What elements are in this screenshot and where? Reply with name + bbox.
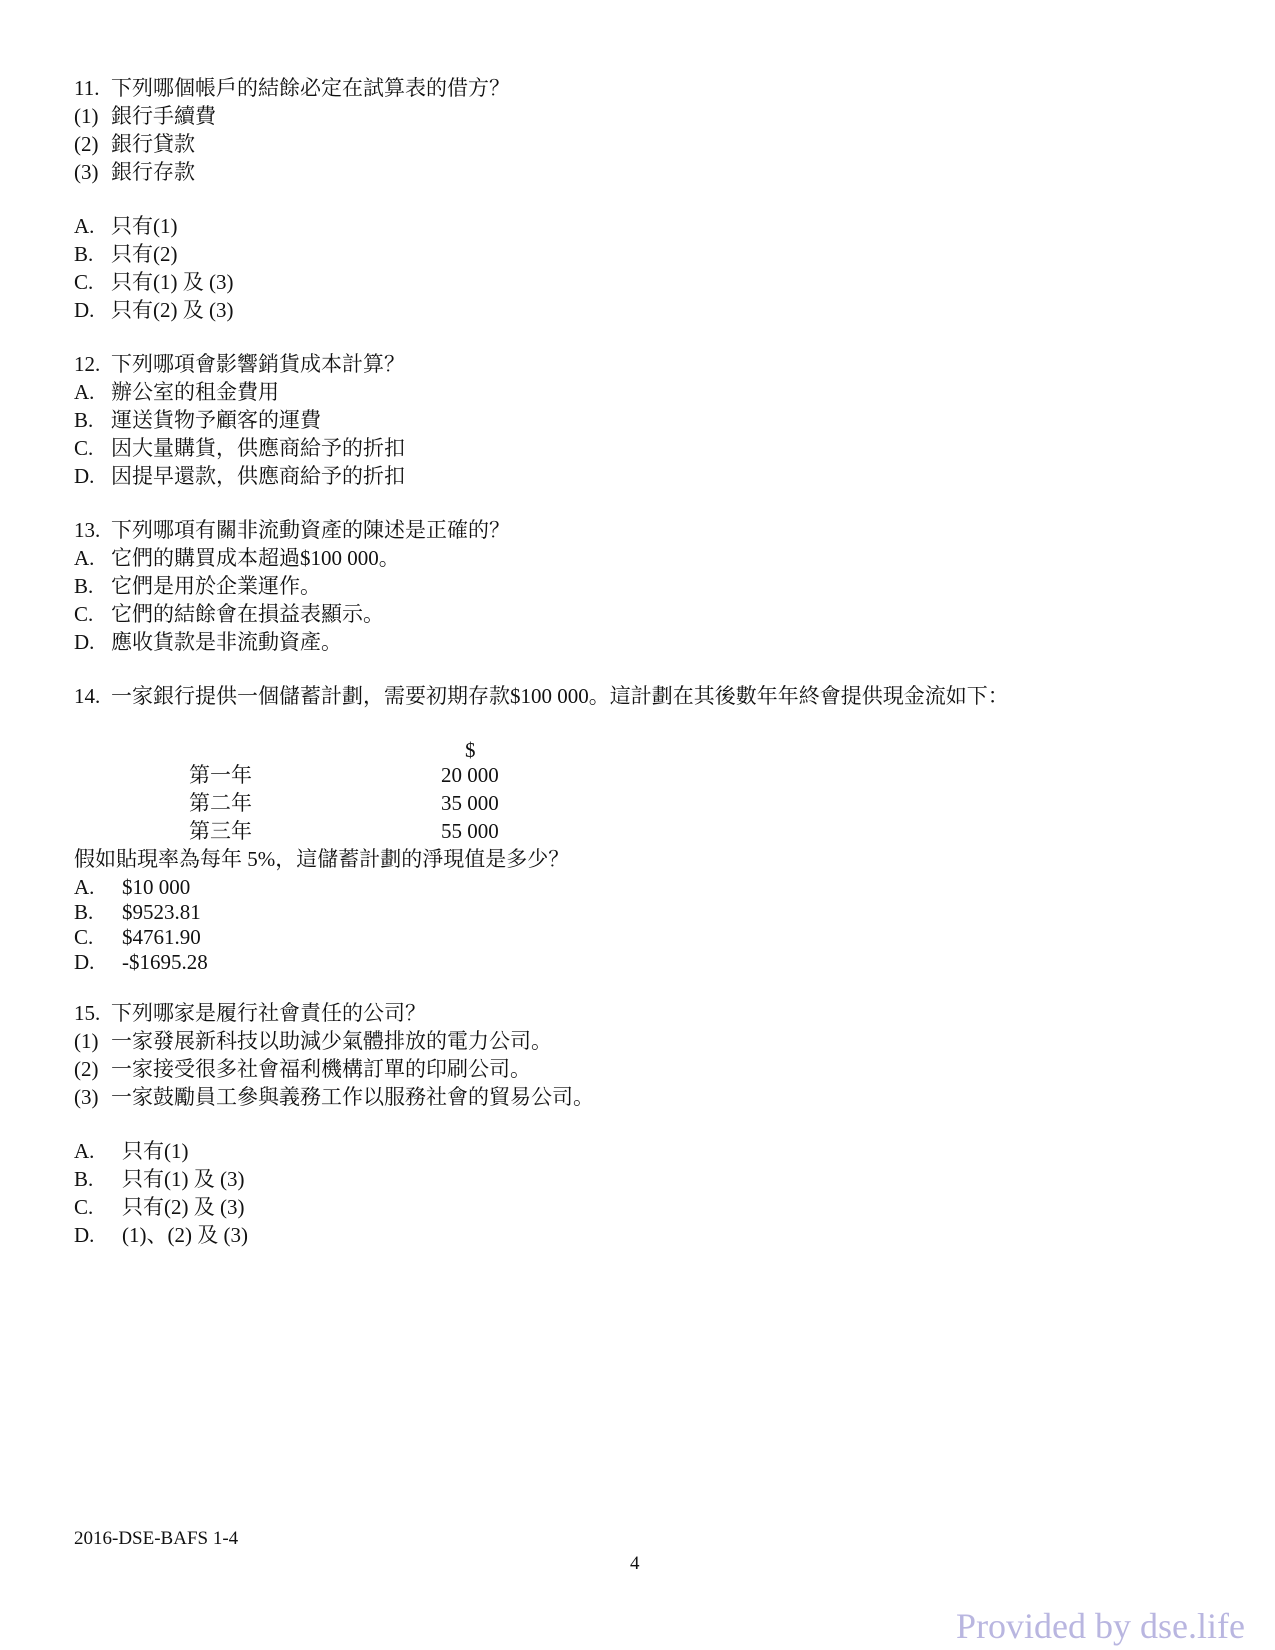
q14-option-d [74,949,208,975]
q11-item-3 [74,159,195,185]
q15-item-1 [74,1028,552,1054]
option-text: $10 000 [122,875,191,899]
q12-stem [74,351,405,377]
q12-option-c [74,435,405,461]
item-label: (1) [74,1029,99,1053]
q11-option-d [74,297,233,323]
q15-item-3 [74,1084,594,1110]
option-label: C. [74,436,94,460]
q14-stem-text: 一家銀行提供一個儲蓄計劃，需要初期存款$100 000。這計劃在其後數年年終會提供現金流如下： [111,684,1009,708]
q11-stem-text: 下列哪個帳戶的結餘必定在試算表的借方？ [111,76,510,100]
watermark: Provided by dse.life [956,1606,1245,1646]
option-label: D. [74,298,95,322]
option-text: 運送貨物予顧客的運費 [111,408,321,432]
option-text: 它們的結餘會在損益表顯示。 [111,602,384,626]
item-label: (2) [74,132,99,156]
option-text: 只有(1) 及 (3) [111,270,234,294]
q12-stem-text: 下列哪項會影響銷貨成本計算？ [111,352,405,376]
q13-option-c [74,601,384,627]
cashflow-year-2: 第二年 [189,791,252,815]
option-label: A. [74,875,95,899]
item-text: 銀行存款 [111,160,195,184]
option-label: A. [74,214,95,238]
q15-number: 15. [74,1001,101,1025]
item-label: (3) [74,1085,99,1109]
page-number: 4 [630,1553,640,1574]
q13-option-b [74,573,321,599]
q13-option-a [74,545,400,571]
cashflow-year-3: 第三年 [189,819,252,843]
item-text: 一家接受很多社會福利機構訂單的印刷公司。 [111,1057,531,1081]
option-label: B. [74,900,94,924]
q11-option-c [74,269,233,295]
item-text: 一家發展新科技以助減少氣體排放的電力公司。 [111,1029,552,1053]
q13-number: 13. [74,518,101,542]
option-label: A. [74,1139,95,1163]
option-label: B. [74,242,94,266]
option-label: C. [74,270,94,294]
q14-question: 假如貼現率為每年 5%，這儲蓄計劃的淨現值是多少？ [74,847,570,871]
item-label: (3) [74,160,99,184]
option-label: B. [74,1167,94,1191]
item-text: 銀行貸款 [111,132,195,156]
q15-option-c [74,1194,244,1220]
cashflow-amount-2: 35 000 [441,791,499,815]
q12-option-a [74,379,279,405]
cashflow-amount-1: 20 000 [441,763,499,787]
q15-option-b [74,1166,244,1192]
q15-item-2 [74,1056,531,1082]
option-text: $9523.81 [122,900,201,924]
item-label: (2) [74,1057,99,1081]
q11-option-a [74,213,178,239]
option-text: 它們是用於企業運作。 [111,574,321,598]
cashflow-year-1: 第一年 [189,763,252,787]
cashflow-table-header: $ [465,738,476,762]
option-text: 只有(1) 及 (3) [122,1167,245,1191]
q15-option-a [74,1138,189,1164]
option-label: D. [74,630,95,654]
option-text: 只有(1) [111,214,178,238]
q12-option-d [74,463,405,489]
q11-item-1 [74,103,216,129]
q11-option-b [74,241,178,267]
q12-number: 12. [74,352,101,376]
q15-option-d [74,1222,248,1248]
option-label: D. [74,950,95,974]
paper-code: 2016-DSE-BAFS 1-4 [74,1528,239,1549]
item-text: 銀行手續費 [111,104,216,128]
option-label: A. [74,546,95,570]
item-label: (1) [74,104,99,128]
cashflow-amount-3: 55 000 [441,819,499,843]
q11-item-2 [74,131,195,157]
option-text: 應收貨款是非流動資產。 [111,630,342,654]
q14-number: 14. [74,684,101,708]
option-label: B. [74,408,94,432]
q13-stem-text: 下列哪項有關非流動資產的陳述是正確的？ [111,518,510,542]
option-text: 只有(2) [111,242,178,266]
q12-option-b [74,407,321,433]
q14-option-b [74,899,201,925]
option-label: C. [74,925,94,949]
option-text: 因提早還款，供應商給予的折扣 [111,464,405,488]
q14-option-a [74,874,190,900]
q13-stem [74,517,510,543]
q13-option-d [74,629,342,655]
option-text: 只有(1) [122,1139,189,1163]
q11-stem [74,75,510,101]
option-label: C. [74,602,94,626]
option-text: -$1695.28 [122,950,208,974]
option-label: B. [74,574,94,598]
q15-stem [74,1000,426,1026]
option-label: C. [74,1195,94,1219]
q14-stem [74,683,1009,709]
q11-number: 11. [74,76,100,100]
option-text: 因大量購貨，供應商給予的折扣 [111,436,405,460]
option-label: D. [74,464,95,488]
q14-option-c [74,924,201,950]
option-text: 只有(2) 及 (3) [111,298,234,322]
option-label: D. [74,1223,95,1247]
option-text: 它們的購買成本超過$100 000。 [111,546,400,570]
item-text: 一家鼓勵員工參與義務工作以服務社會的貿易公司。 [111,1085,594,1109]
option-text: 只有(2) 及 (3) [122,1195,245,1219]
option-text: $4761.90 [122,925,201,949]
option-text: 辦公室的租金費用 [111,380,279,404]
option-text: (1)、(2) 及 (3) [122,1223,248,1247]
q15-stem-text: 下列哪家是履行社會責任的公司？ [111,1001,426,1025]
option-label: A. [74,380,95,404]
